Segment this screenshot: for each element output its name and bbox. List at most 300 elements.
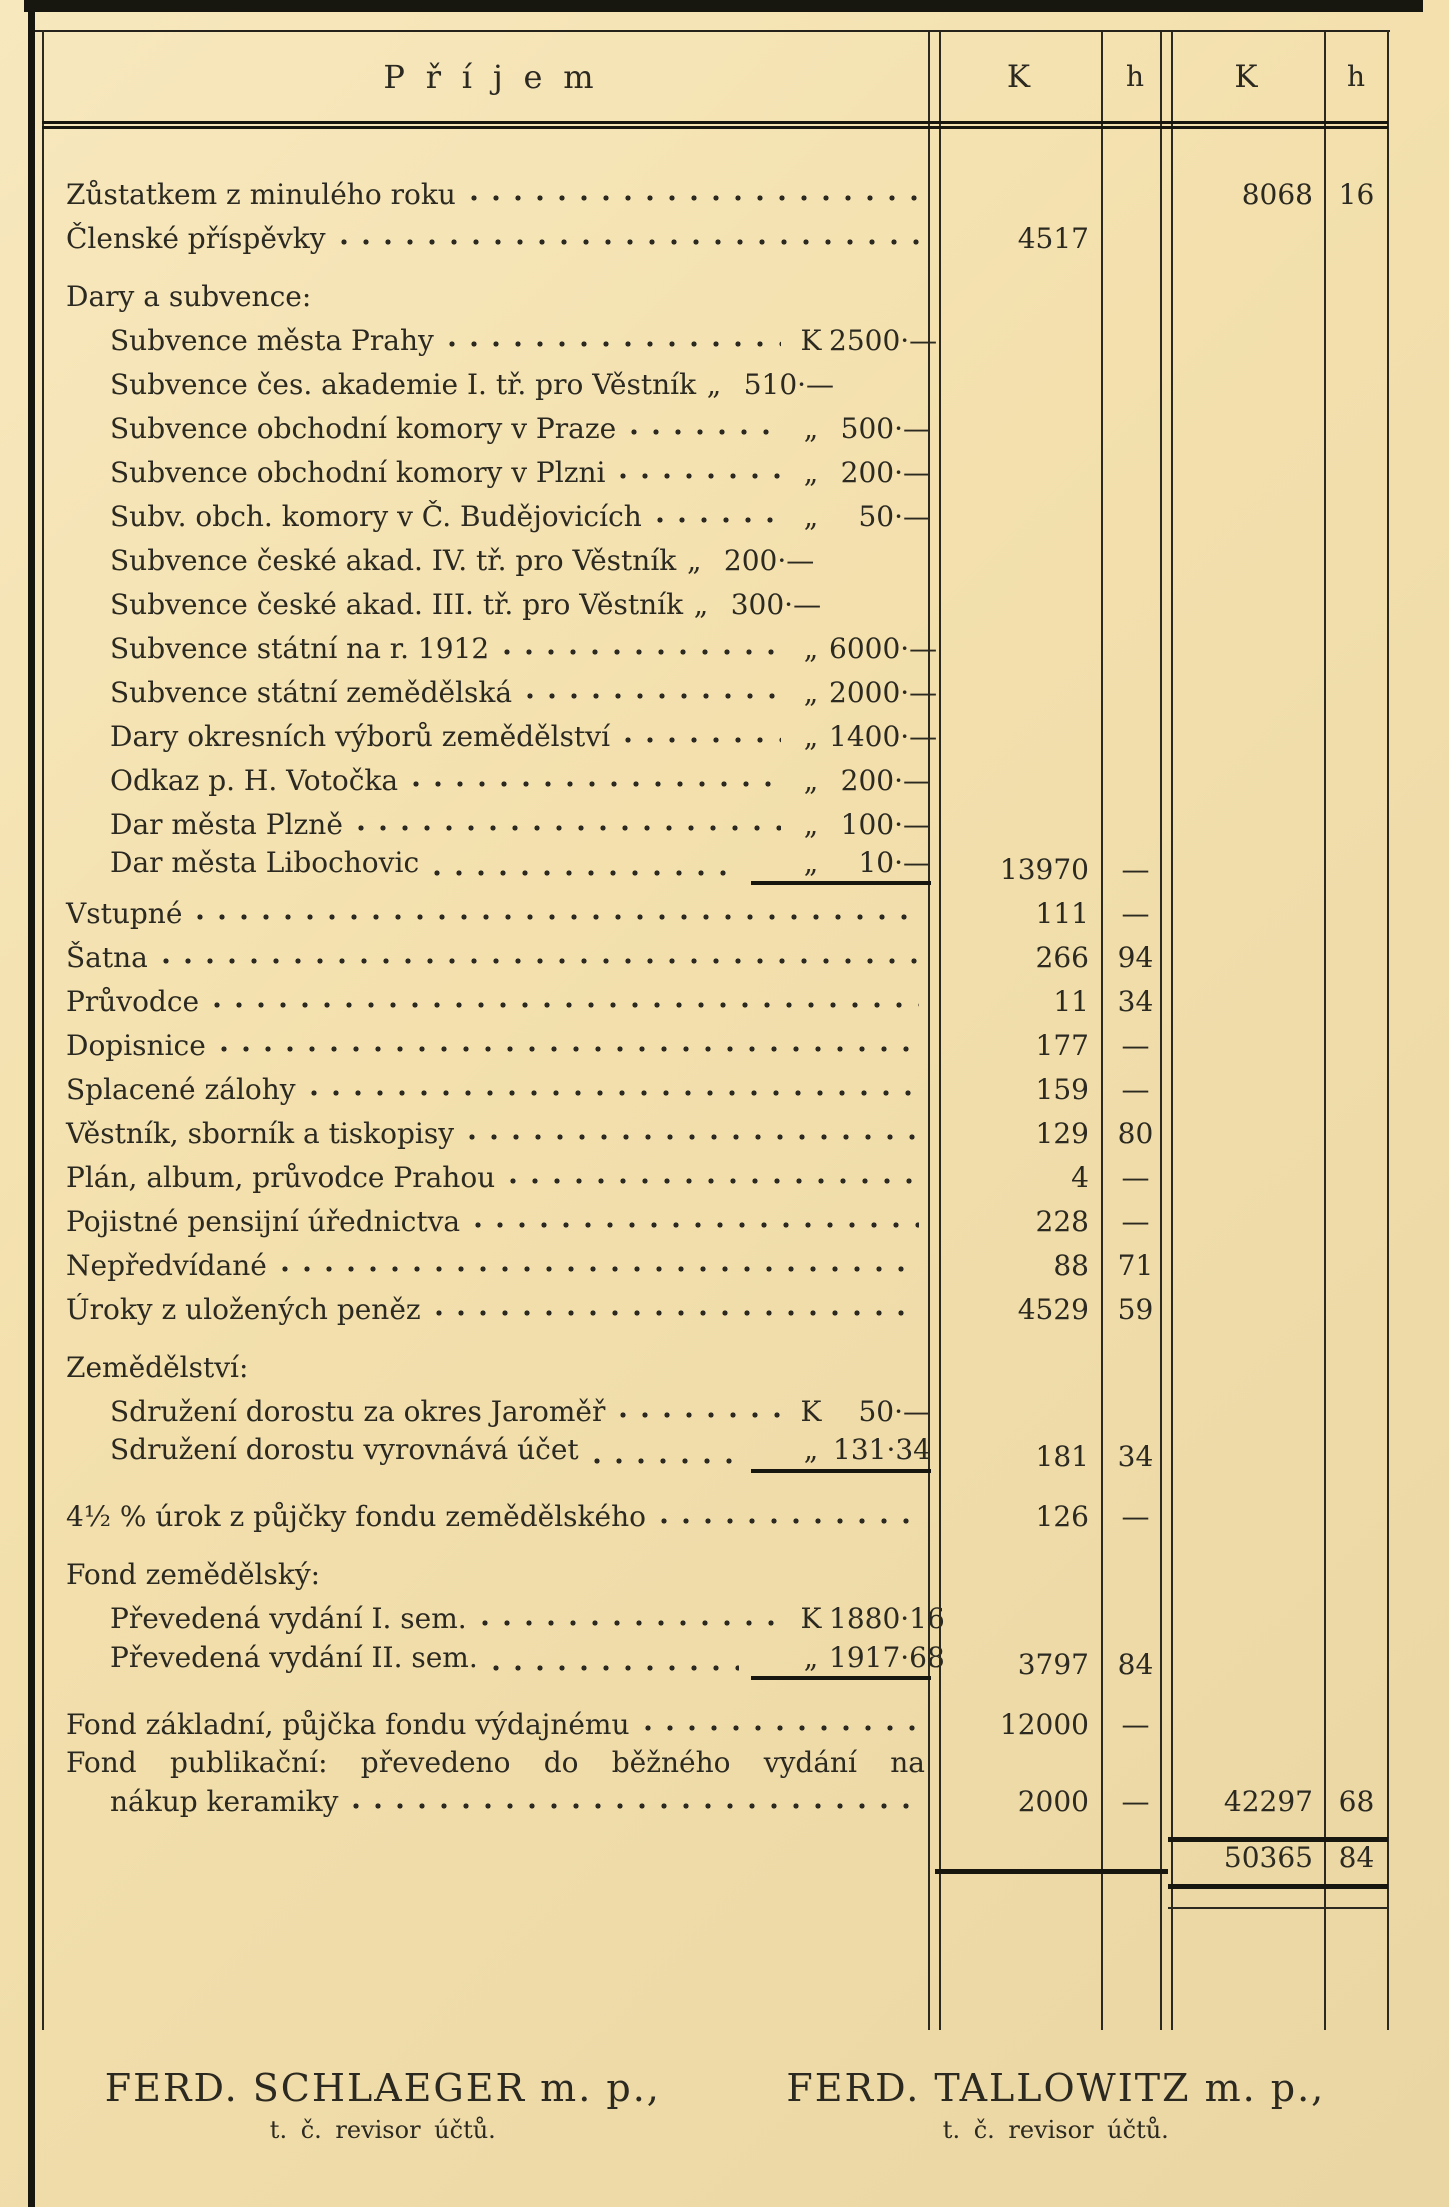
cell-h2 — [1325, 840, 1388, 847]
ledger-row — [42, 803, 1388, 847]
group-heading-row — [42, 1332, 1388, 1390]
ledger-row — [42, 1156, 1388, 1200]
dot-leader — [446, 338, 781, 350]
currency-mark: „ — [803, 499, 819, 533]
cell-h2: 68 — [1338, 1785, 1375, 1819]
row-label: Úroky z uložených peněz — [66, 1293, 421, 1326]
cell-k1: 159 — [1035, 1073, 1089, 1106]
cell-h1 — [1103, 1591, 1168, 1598]
cell-h1 — [1103, 312, 1168, 319]
cell-h2 — [1325, 356, 1388, 363]
row-label: Sdružení dorostu vyrovnává účet — [110, 1433, 579, 1467]
ledger-row — [42, 1068, 1388, 1112]
cell-h1 — [1103, 796, 1168, 803]
cell-h2 — [1325, 576, 1388, 583]
cell-k1 — [935, 752, 1103, 759]
cell-h2 — [1325, 620, 1388, 627]
row-text-cell — [42, 1118, 935, 1156]
grand-total-k2: 50365 — [1168, 1837, 1325, 1880]
dot-leader — [658, 1515, 919, 1527]
cell-h1 — [1103, 400, 1168, 407]
row-text-cell — [42, 1747, 935, 1825]
dot-leader — [507, 1175, 919, 1187]
cell-h1: — — [1121, 853, 1150, 886]
group-heading-row — [42, 261, 1388, 319]
ledger-row — [42, 1687, 1388, 1747]
cell-k2 — [1168, 1017, 1325, 1024]
ledger-row — [42, 1434, 1388, 1479]
dot-leader — [591, 1455, 739, 1467]
cell-h2 — [1325, 1325, 1388, 1332]
cell-k2 — [1168, 1680, 1325, 1687]
inline-amount — [793, 719, 938, 753]
cell-h2 — [1325, 1591, 1388, 1598]
amount-value: 6000·— — [829, 631, 938, 665]
cell-h2 — [1325, 488, 1388, 495]
cell-k1: 88 — [1053, 1249, 1089, 1282]
cell-h1: 34 — [1117, 1440, 1154, 1474]
row-text-cell — [42, 942, 935, 980]
ledger-row — [42, 847, 1388, 892]
cell-h1 — [1103, 210, 1168, 217]
row-label: Členské příspěvky — [66, 221, 326, 255]
ledger-row — [42, 363, 1388, 407]
row-label: Dar města Libochovic — [110, 846, 420, 879]
currency-mark: „ — [693, 587, 709, 621]
ledger-row — [42, 892, 1388, 936]
inline-amount — [793, 631, 938, 665]
row-label: Subvence státní na r. 1912 — [110, 631, 490, 665]
amount-value: 100·— — [840, 807, 931, 841]
row-text-cell — [42, 986, 935, 1024]
ledger-row — [42, 1480, 1388, 1540]
cell-h2 — [1325, 1740, 1388, 1747]
cell-k1 — [935, 576, 1103, 583]
grand-total-h1 — [1103, 1869, 1168, 1881]
cell-h1: — — [1121, 1073, 1150, 1106]
inline-amount — [793, 501, 931, 532]
cell-k2 — [1168, 1473, 1325, 1480]
row-label: Zůstatkem z minulého roku — [66, 177, 456, 211]
row-text-cell — [42, 281, 935, 319]
row-label: Průvodce — [66, 985, 200, 1018]
ledger-row — [42, 1244, 1388, 1288]
cell-h2 — [1325, 1149, 1388, 1156]
cell-h2 — [1325, 929, 1388, 936]
row-text-cell — [42, 413, 935, 451]
cell-k1: 3797 — [1017, 1647, 1089, 1681]
amount-value: 131·34 — [833, 1433, 931, 1467]
inline-amount — [793, 765, 931, 796]
row-text-cell — [42, 1030, 935, 1068]
cell-k1 — [935, 488, 1103, 495]
group-heading-row — [42, 1540, 1388, 1598]
cell-h2 — [1325, 1533, 1388, 1540]
dot-leader — [338, 236, 919, 248]
cell-h2 — [1325, 1061, 1388, 1068]
cell-k1 — [935, 210, 1103, 217]
left-border-thick — [28, 0, 35, 2207]
column-header-h1: h — [1125, 60, 1146, 93]
dot-leader — [160, 955, 919, 967]
cell-k2 — [1168, 400, 1325, 407]
cell-h1 — [1103, 1427, 1168, 1434]
row-text-cell — [42, 1396, 935, 1434]
signatures — [42, 2066, 1388, 2144]
cell-h2 — [1325, 708, 1388, 715]
row-text-cell — [42, 719, 938, 759]
row-label: Dar města Plzně — [110, 807, 343, 841]
cell-h1: — — [1121, 1500, 1150, 1534]
dot-leader — [617, 470, 781, 482]
row-label: Šatna — [66, 941, 148, 974]
cell-k1: 4 — [1071, 1161, 1089, 1194]
cell-h1: — — [1121, 1205, 1150, 1238]
cell-h1 — [1103, 532, 1168, 539]
cell-k2 — [1168, 1740, 1325, 1747]
ledger-row — [42, 759, 1388, 803]
row-label: Dopisnice — [66, 1029, 206, 1062]
row-text-cell — [42, 1206, 935, 1244]
currency-mark: „ — [706, 367, 722, 401]
cell-k2 — [1168, 1635, 1325, 1642]
row-text-cell — [42, 1559, 935, 1597]
cell-h1 — [1103, 576, 1168, 583]
dot-leader — [479, 1617, 781, 1629]
row-text-cell — [42, 457, 935, 495]
cell-k2 — [1168, 1427, 1325, 1434]
inline-amount — [793, 809, 931, 840]
row-label-line2 — [66, 1786, 931, 1817]
row-text-cell — [42, 898, 935, 936]
dot-leader — [431, 867, 739, 879]
row-label: nákup keramiky — [110, 1785, 339, 1819]
cell-k2 — [1168, 254, 1325, 261]
dot-leader — [490, 1662, 739, 1674]
currency-mark: K — [800, 1395, 822, 1428]
cell-k2 — [1168, 885, 1325, 892]
ledger-row — [42, 495, 1388, 539]
currency-mark: „ — [803, 411, 819, 445]
dot-leader — [308, 1087, 919, 1099]
ledger-row — [42, 1598, 1388, 1642]
cell-h1: 94 — [1117, 941, 1154, 974]
cell-k1 — [935, 620, 1103, 627]
row-text-cell — [42, 501, 935, 539]
ledger-row — [42, 407, 1388, 451]
cell-h2 — [1325, 1237, 1388, 1244]
row-text-cell — [42, 1162, 935, 1200]
row-label: Pojistné pensijní úřednictva — [66, 1205, 461, 1238]
dot-leader — [472, 1219, 919, 1231]
cell-k2 — [1168, 576, 1325, 583]
cell-h1 — [1103, 708, 1168, 715]
amount-value: 510·— — [743, 367, 835, 401]
row-text-cell — [42, 1294, 935, 1332]
grand-total-k1 — [935, 1869, 1103, 1881]
row-label: Fond zemědělský: — [66, 1558, 321, 1592]
amount-value: 300·— — [730, 587, 822, 621]
ledger-row — [42, 1288, 1388, 1332]
signature-name: FERD. TALLOWITZ m. p., — [786, 2066, 1326, 2110]
dot-leader — [642, 1722, 920, 1734]
dot-leader — [218, 1043, 919, 1055]
cell-h2 — [1325, 1281, 1388, 1288]
cell-h2 — [1325, 1383, 1388, 1390]
cell-h2 — [1325, 796, 1388, 803]
amount-value: 200·— — [840, 763, 931, 797]
cell-h2 — [1325, 400, 1388, 407]
inline-amount — [751, 847, 931, 885]
row-text-cell — [42, 179, 935, 217]
row-text-cell — [42, 1602, 945, 1641]
cell-k1 — [935, 532, 1103, 539]
cell-h2 — [1325, 1105, 1388, 1112]
cell-k2 — [1168, 840, 1325, 847]
cell-h2 — [1325, 1473, 1388, 1480]
cell-h1: — — [1121, 1707, 1150, 1741]
amount-value: 200·— — [723, 543, 815, 577]
cell-k2 — [1168, 752, 1325, 759]
ledger-row — [42, 1642, 1388, 1687]
cell-k2 — [1168, 1383, 1325, 1390]
cell-k1: 2000 — [1017, 1785, 1089, 1819]
cell-k1 — [935, 1427, 1103, 1434]
amount-value: 2500·— — [829, 323, 938, 357]
row-label: Subvence obchodní komory v Plzni — [110, 455, 606, 489]
amount-value: 1400·— — [829, 719, 938, 753]
ledger-row — [42, 583, 1388, 627]
amount-value: 50·— — [858, 1395, 931, 1428]
cell-h1 — [1103, 840, 1168, 847]
cell-h1: — — [1121, 1785, 1150, 1819]
dot-leader — [654, 514, 781, 526]
row-label: Dary a subvence: — [66, 279, 312, 313]
cell-h1: — — [1121, 1029, 1150, 1062]
cell-k1: 12000 — [999, 1707, 1089, 1741]
row-text-cell — [42, 765, 935, 803]
inline-amount — [793, 1396, 931, 1427]
cell-h2 — [1325, 1017, 1388, 1024]
currency-mark: K — [800, 323, 822, 357]
dot-leader — [622, 734, 781, 746]
cell-k1: 4529 — [1017, 1293, 1089, 1326]
amount-value: 50·— — [858, 499, 931, 533]
currency-mark: „ — [803, 807, 819, 841]
row-text-cell — [42, 545, 935, 583]
cell-k2 — [1168, 444, 1325, 451]
cell-k2 — [1168, 356, 1325, 363]
row-label: Převedená vydání I. sem. — [110, 1602, 467, 1636]
cell-h2 — [1325, 1680, 1388, 1687]
dot-leader — [501, 646, 781, 658]
cell-k1 — [935, 1383, 1103, 1390]
cell-k2 — [1168, 312, 1325, 319]
cell-k2 — [1168, 664, 1325, 671]
dot-leader — [279, 1263, 919, 1275]
cell-k2: 8068 — [1241, 177, 1313, 211]
row-text-cell — [42, 809, 935, 847]
dot-leader — [433, 1307, 919, 1319]
row-label: Sdružení dorostu za okres Jaroměř — [110, 1395, 606, 1428]
row-label: Věstník, sborník a tiskopisy — [66, 1117, 455, 1150]
dot-leader — [350, 1800, 919, 1812]
cell-k1: 11 — [1053, 985, 1089, 1018]
cell-h1: 80 — [1117, 1117, 1154, 1150]
row-label: Subvence české akad. IV. tř. pro Věstník — [110, 543, 677, 577]
row-text-cell — [42, 1709, 935, 1747]
cell-k1 — [935, 840, 1103, 847]
row-label: Fond publikační: převedeno do běžného vydání na — [66, 1746, 925, 1780]
currency-mark: „ — [803, 1640, 819, 1674]
cell-h1 — [1103, 752, 1168, 759]
cell-k2 — [1168, 532, 1325, 539]
signature-left — [105, 2066, 661, 2144]
inline-amount — [793, 675, 938, 709]
inline-amount — [751, 1434, 931, 1472]
dot-leader — [211, 999, 919, 1011]
cell-k2 — [1168, 1281, 1325, 1288]
inline-amount — [696, 369, 834, 400]
row-label: Subvence čes. akademie I. tř. pro Věstník — [110, 367, 697, 401]
cell-h1: — — [1121, 897, 1150, 930]
inline-amount — [793, 457, 931, 488]
row-text-cell — [42, 631, 938, 671]
dot-leader — [468, 192, 919, 204]
cell-k2 — [1168, 620, 1325, 627]
cell-k2 — [1168, 796, 1325, 803]
currency-mark: „ — [803, 1433, 819, 1467]
ledger-row — [42, 1747, 1388, 1825]
grand-total-double-rule — [1168, 1884, 1388, 1909]
row-text-cell — [42, 1501, 935, 1539]
row-label: Subvence města Prahy — [110, 323, 434, 357]
ledger-row — [42, 173, 1388, 217]
row-text-cell — [42, 323, 938, 363]
dot-leader — [524, 690, 781, 702]
row-label: Subvence státní zemědělská — [110, 675, 513, 709]
row-label: Nepředvídané — [66, 1249, 267, 1282]
cell-h1 — [1103, 356, 1168, 363]
dot-leader — [410, 778, 781, 790]
row-label: Subvence české akad. III. tř. pro Věstník — [110, 587, 684, 621]
row-text-cell — [42, 675, 938, 715]
grand-total-spacer — [42, 1874, 935, 1881]
row-label: Splacené zálohy — [66, 1073, 296, 1106]
grand-total-rule-row — [42, 1881, 1388, 1909]
cell-k1: 126 — [1035, 1500, 1089, 1534]
cell-k2 — [1168, 488, 1325, 495]
dot-leader — [466, 1131, 919, 1143]
ledger-row — [42, 671, 1388, 715]
cell-h1 — [1103, 1383, 1168, 1390]
row-label: Odkaz p. H. Votočka — [110, 763, 399, 797]
inline-amount — [676, 545, 814, 576]
cell-h2 — [1325, 254, 1388, 261]
cell-k2 — [1168, 1325, 1325, 1332]
row-text-cell — [42, 1074, 935, 1112]
cell-h1: — — [1121, 1161, 1150, 1194]
cell-h2 — [1325, 1427, 1388, 1434]
inline-amount — [751, 1640, 945, 1680]
row-label: 4½ % úrok z půjčky fondu zemědělského — [66, 1500, 646, 1534]
row-label: Dary okresních výborů zemědělství — [110, 719, 611, 753]
cell-k1: 177 — [1035, 1029, 1089, 1062]
row-text-cell — [42, 847, 935, 892]
cell-h1 — [1103, 444, 1168, 451]
dot-leader — [628, 426, 781, 438]
cell-h2 — [1325, 312, 1388, 319]
cell-k2: 42297 — [1223, 1785, 1313, 1819]
currency-mark: „ — [803, 455, 819, 489]
inline-amount — [683, 589, 821, 620]
ledger-row — [42, 1200, 1388, 1244]
amount-value: 1917·68 — [829, 1640, 945, 1674]
inline-amount — [793, 323, 938, 357]
cell-h1: 84 — [1117, 1647, 1154, 1681]
cell-h1 — [1103, 620, 1168, 627]
cell-k1 — [935, 796, 1103, 803]
cell-h1 — [1103, 664, 1168, 671]
table-body — [42, 129, 1388, 1909]
cell-k1 — [935, 1635, 1103, 1642]
cell-k1: 266 — [1035, 941, 1089, 974]
ledger-row — [42, 319, 1388, 363]
cell-k1: 4517 — [1017, 221, 1089, 255]
cell-k1 — [935, 356, 1103, 363]
cell-h1: 59 — [1117, 1293, 1154, 1326]
signature-name: FERD. SCHLAEGER m. p., — [104, 2066, 661, 2110]
ledger-row — [42, 1390, 1388, 1434]
signature-role: t. č. revisor účtů. — [269, 2116, 496, 2144]
row-text-cell — [42, 1434, 935, 1479]
cell-k1: 181 — [1035, 1440, 1089, 1474]
cell-k1: 228 — [1035, 1205, 1089, 1238]
column-header-k1: K — [1006, 58, 1032, 95]
column-header-k2: K — [1234, 58, 1259, 95]
row-text-cell — [42, 1250, 935, 1288]
row-text-cell — [42, 1640, 945, 1687]
ledger-row — [42, 936, 1388, 980]
cell-h2 — [1325, 664, 1388, 671]
cell-h1 — [1103, 254, 1168, 261]
cell-k1 — [935, 664, 1103, 671]
table-header — [42, 32, 1388, 129]
scan-top-edge — [24, 0, 1423, 12]
currency-mark: K — [800, 1602, 822, 1636]
ledger-row — [42, 1024, 1388, 1068]
cell-k2 — [1168, 1237, 1325, 1244]
row-label: Převedená vydání II. sem. — [110, 1640, 478, 1674]
cell-k2 — [1168, 1591, 1325, 1598]
currency-mark: „ — [803, 631, 819, 665]
income-table — [42, 32, 1388, 1909]
cell-h2 — [1325, 973, 1388, 980]
currency-mark: „ — [803, 763, 819, 797]
cell-h2 — [1325, 444, 1388, 451]
cell-k2 — [1168, 1149, 1325, 1156]
ledger-row — [42, 715, 1388, 759]
amount-value: 1880·16 — [829, 1602, 945, 1636]
ledger-row — [42, 451, 1388, 495]
inline-amount — [793, 1602, 945, 1636]
dot-leader — [194, 911, 919, 923]
row-label: Subv. obch. komory v Č. Budějovicích — [110, 499, 642, 533]
cell-h2 — [1325, 885, 1388, 892]
dot-leader — [617, 1409, 781, 1421]
currency-mark: „ — [803, 675, 819, 709]
signature-right — [786, 2066, 1325, 2144]
